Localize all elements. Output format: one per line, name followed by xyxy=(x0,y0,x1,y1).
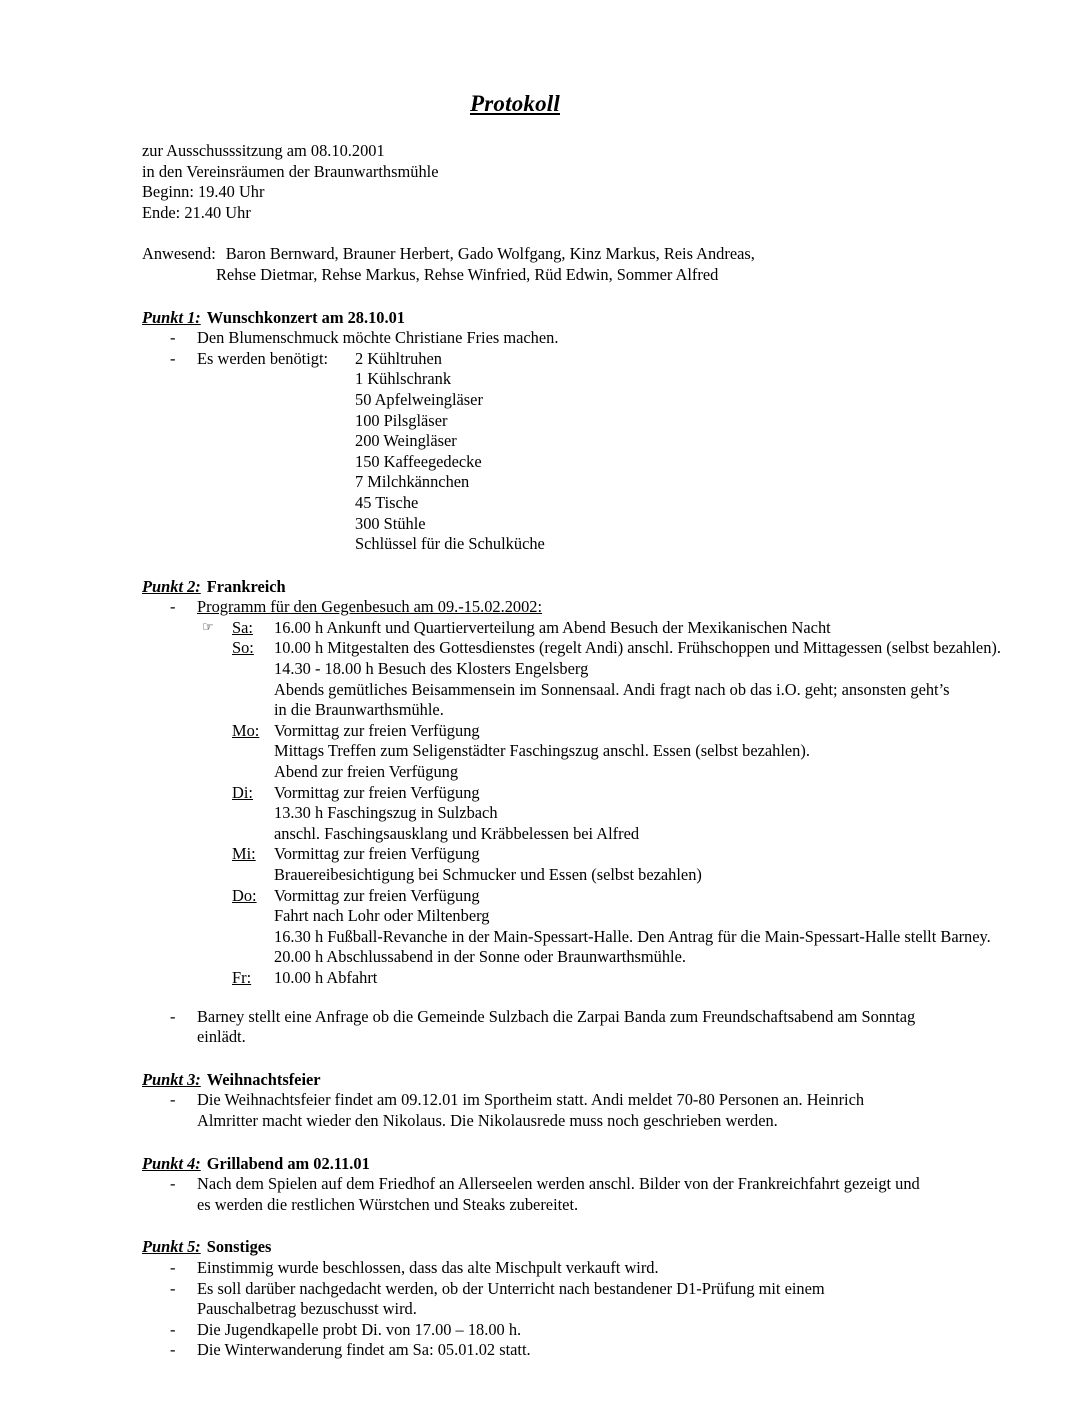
section-punkt-3 xyxy=(142,1070,1026,1132)
dash-bullet-icon: - xyxy=(170,1174,176,1194)
section-punkt-1 xyxy=(142,308,1026,555)
day-line: in die Braunwarthsmühle. xyxy=(274,700,444,720)
day-text-mo xyxy=(274,721,1026,783)
day-text-di xyxy=(274,783,1026,845)
day-line: 10.00 h Mitgestalten des Gottesdienstes (regelt Andi) anschl. Frühschoppen und Mittagessen (selbst bezahlen). xyxy=(274,638,1001,658)
punkt-3-label: Punkt 3: xyxy=(142,1069,201,1089)
schedule-day-fr xyxy=(202,968,1026,989)
pointing-hand-icon: ☞ xyxy=(202,619,213,635)
need-item: Schlüssel für die Schulküche xyxy=(355,534,545,554)
punkt-1-needs-list xyxy=(355,349,1026,555)
meta-line-start: Beginn: 19.40 Uhr xyxy=(142,182,265,202)
day-line: anschl. Faschingsausklang und Kräbbelessen bei Alfred xyxy=(274,823,640,843)
attendance-names-line-2: Rehse Dietmar, Rehse Markus, Rehse Winfried, Rüd Edwin, Sommer Alfred xyxy=(216,264,719,284)
punkt-1-label: Punkt 1: xyxy=(142,307,201,327)
day-text-sa xyxy=(274,618,1026,639)
day-line: Fahrt nach Lohr oder Miltenberg xyxy=(274,906,490,926)
section-heading-punkt-2 xyxy=(142,577,1026,598)
punkt-5-item-4 xyxy=(170,1340,1026,1361)
punkt-5-title: Sonstiges xyxy=(206,1237,272,1257)
day-label-so: So: xyxy=(232,638,254,658)
punkt-5-item-line: Einstimmig wurde beschlossen, dass das alte Mischpult verkauft wird. xyxy=(197,1257,659,1277)
punkt-2-program-heading-row xyxy=(170,597,1026,618)
section-heading-punkt-3 xyxy=(142,1070,1026,1091)
punkt-4-item-1 xyxy=(170,1174,1026,1215)
day-line: Abend zur freien Verfügung xyxy=(274,762,459,782)
punkt-1-title: Wunschkonzert am 28.10.01 xyxy=(206,307,405,327)
day-text-do xyxy=(274,886,1026,968)
dash-bullet-icon: - xyxy=(170,1340,176,1360)
attendance-label: Anwesend: xyxy=(142,244,216,264)
punkt-5-item-3 xyxy=(170,1320,1026,1341)
spacer xyxy=(142,989,1026,1007)
schedule-day-sa xyxy=(202,618,1026,639)
page-title: Protokoll xyxy=(470,91,560,116)
punkt-2-closing-item xyxy=(170,1007,1026,1048)
day-line: Vormittag zur freien Verfügung xyxy=(274,782,480,802)
day-line: 16.30 h Fußball-Revanche in der Main-Spessart-Halle. Den Antrag für die Main-Spessart-Halle stellt Barney. xyxy=(274,926,991,946)
punkt-2-closing-line: Barney stellt eine Anfrage ob die Gemeinde Sulzbach die Zarpai Banda zum Freundschaftsabend am Sonntag xyxy=(197,1006,916,1026)
day-text-fr xyxy=(274,968,1026,989)
section-heading-punkt-1 xyxy=(142,308,1026,329)
day-line: Vormittag zur freien Verfügung xyxy=(274,720,480,740)
day-line: 14.30 - 18.00 h Besuch des Klosters Engelsberg xyxy=(274,659,589,679)
punkt-4-title: Grillabend am 02.11.01 xyxy=(206,1153,370,1173)
meta-line-date: zur Ausschusssitzung am 08.10.2001 xyxy=(142,141,385,160)
punkt-3-item-1 xyxy=(170,1090,1026,1131)
meta-line-location: in den Vereinsräumen der Braunwarthsmühle xyxy=(142,161,439,181)
day-label-mi: Mi: xyxy=(232,844,256,864)
schedule-day-di xyxy=(202,783,1026,845)
day-label-mo: Mo: xyxy=(232,720,260,740)
section-heading-punkt-5 xyxy=(142,1237,1026,1258)
attendance-names-line-1: Baron Bernward, Brauner Herbert, Gado Wolfgang, Kinz Markus, Reis Andreas, xyxy=(225,244,755,264)
punkt-1-needs-label: Es werden benötigt: xyxy=(197,348,329,368)
need-item: 1 Kühlschrank xyxy=(355,369,452,389)
day-label-fr: Fr: xyxy=(232,967,252,987)
dash-bullet-icon: - xyxy=(170,348,176,368)
punkt-5-item-1 xyxy=(170,1258,1026,1279)
need-item: 45 Tische xyxy=(355,492,419,512)
need-item: 7 Milchkännchen xyxy=(355,472,470,492)
dash-bullet-icon: - xyxy=(170,1319,176,1339)
day-label-di: Di: xyxy=(232,782,253,802)
day-line: 16.00 h Ankunft und Quartierverteilung am Abend Besuch der Mexikanischen Nacht xyxy=(274,617,831,637)
punkt-5-item-line: Pauschalbetrag bezuschusst wird. xyxy=(197,1299,417,1319)
punkt-2-program-heading: Programm für den Gegenbesuch am 09.-15.02.2002: xyxy=(197,597,543,617)
meeting-meta xyxy=(142,141,1026,223)
need-item: 100 Pilsgläser xyxy=(355,410,448,430)
dash-bullet-icon: - xyxy=(170,1090,176,1110)
section-punkt-4 xyxy=(142,1154,1026,1216)
need-item: 150 Kaffeegedecke xyxy=(355,451,482,471)
punkt-2-closing-line: einlädt. xyxy=(197,1027,246,1047)
need-item: 200 Weingläser xyxy=(355,431,457,451)
dash-bullet-icon: - xyxy=(170,1006,176,1026)
punkt-5-item-2 xyxy=(170,1279,1026,1320)
section-heading-punkt-4 xyxy=(142,1154,1026,1175)
dash-bullet-icon: - xyxy=(170,1278,176,1298)
punkt-4-item-line: Nach dem Spielen auf dem Friedhof an Allerseelen werden anschl. Bilder von der Frankreichfahrt gezeigt und xyxy=(197,1174,920,1194)
punkt-4-label: Punkt 4: xyxy=(142,1153,201,1173)
dash-bullet-icon: - xyxy=(170,328,176,348)
document-body xyxy=(142,141,1026,1361)
punkt-1-item-1 xyxy=(170,328,1026,349)
section-punkt-5 xyxy=(142,1237,1026,1361)
day-line: Vormittag zur freien Verfügung xyxy=(274,844,480,864)
punkt-4-item-line: es werden die restlichen Würstchen und Steaks zubereitet. xyxy=(197,1194,579,1214)
need-item: 300 Stühle xyxy=(355,513,426,533)
punkt-2-label: Punkt 2: xyxy=(142,576,201,596)
punkt-2-schedule xyxy=(202,618,1026,989)
punkt-5-item-line: Die Jugendkapelle probt Di. von 17.00 – 18.00 h. xyxy=(197,1319,522,1339)
day-text-so xyxy=(274,638,1026,720)
section-punkt-2 xyxy=(142,577,1026,1048)
dash-bullet-icon: - xyxy=(170,1257,176,1277)
punkt-1-item-1-text: Den Blumenschmuck möchte Christiane Fries machen. xyxy=(197,328,559,348)
day-line: Brauereibesichtigung bei Schmucker und Essen (selbst bezahlen) xyxy=(274,865,702,884)
day-line: Abends gemütliches Beisammensein im Sonnensaal. Andi fragt nach ob das i.O. geht; ansonsten geht’s xyxy=(274,679,950,699)
meta-line-end: Ende: 21.40 Uhr xyxy=(142,202,251,222)
punkt-3-item-line: Almritter macht wieder den Nikolaus. Die Nikolausrede muss noch geschrieben werden. xyxy=(197,1110,778,1130)
day-label-do: Do: xyxy=(232,885,257,905)
day-label-sa: Sa: xyxy=(232,617,253,637)
schedule-day-mi xyxy=(202,844,1026,885)
need-item: 50 Apfelweingläser xyxy=(355,389,483,409)
punkt-3-title: Weihnachtsfeier xyxy=(206,1069,321,1089)
dash-bullet-icon: - xyxy=(170,597,176,617)
day-line: Mittags Treffen zum Seligenstädter Faschingszug anschl. Essen (selbst bezahlen). xyxy=(274,741,810,761)
punkt-5-label: Punkt 5: xyxy=(142,1237,201,1257)
need-item: 2 Kühltruhen xyxy=(355,348,442,368)
attendance-block xyxy=(142,244,1026,285)
punkt-2-title: Frankreich xyxy=(206,576,286,596)
punkt-5-item-line: Es soll darüber nachgedacht werden, ob der Unterricht nach bestandener D1-Prüfung mit einem xyxy=(197,1278,825,1298)
schedule-day-so xyxy=(202,638,1026,720)
punkt-5-item-line: Die Winterwanderung findet am Sa: 05.01.02 statt. xyxy=(197,1340,531,1360)
day-line: 10.00 h Abfahrt xyxy=(274,967,378,987)
day-line: Vormittag zur freien Verfügung xyxy=(274,885,480,905)
day-line: 13.30 h Faschingszug in Sulzbach xyxy=(274,803,498,823)
schedule-day-do xyxy=(202,886,1026,968)
schedule-day-mo xyxy=(202,721,1026,783)
punkt-1-item-2 xyxy=(170,349,1026,555)
punkt-3-item-line: Die Weihnachtsfeier findet am 09.12.01 im Sportheim statt. Andi meldet 70-80 Personen an. Heinrich xyxy=(197,1090,865,1110)
day-line: 20.00 h Abschlussabend in der Sonne oder Braunwarthsmühle. xyxy=(274,947,686,967)
day-text-mi xyxy=(274,844,1026,885)
